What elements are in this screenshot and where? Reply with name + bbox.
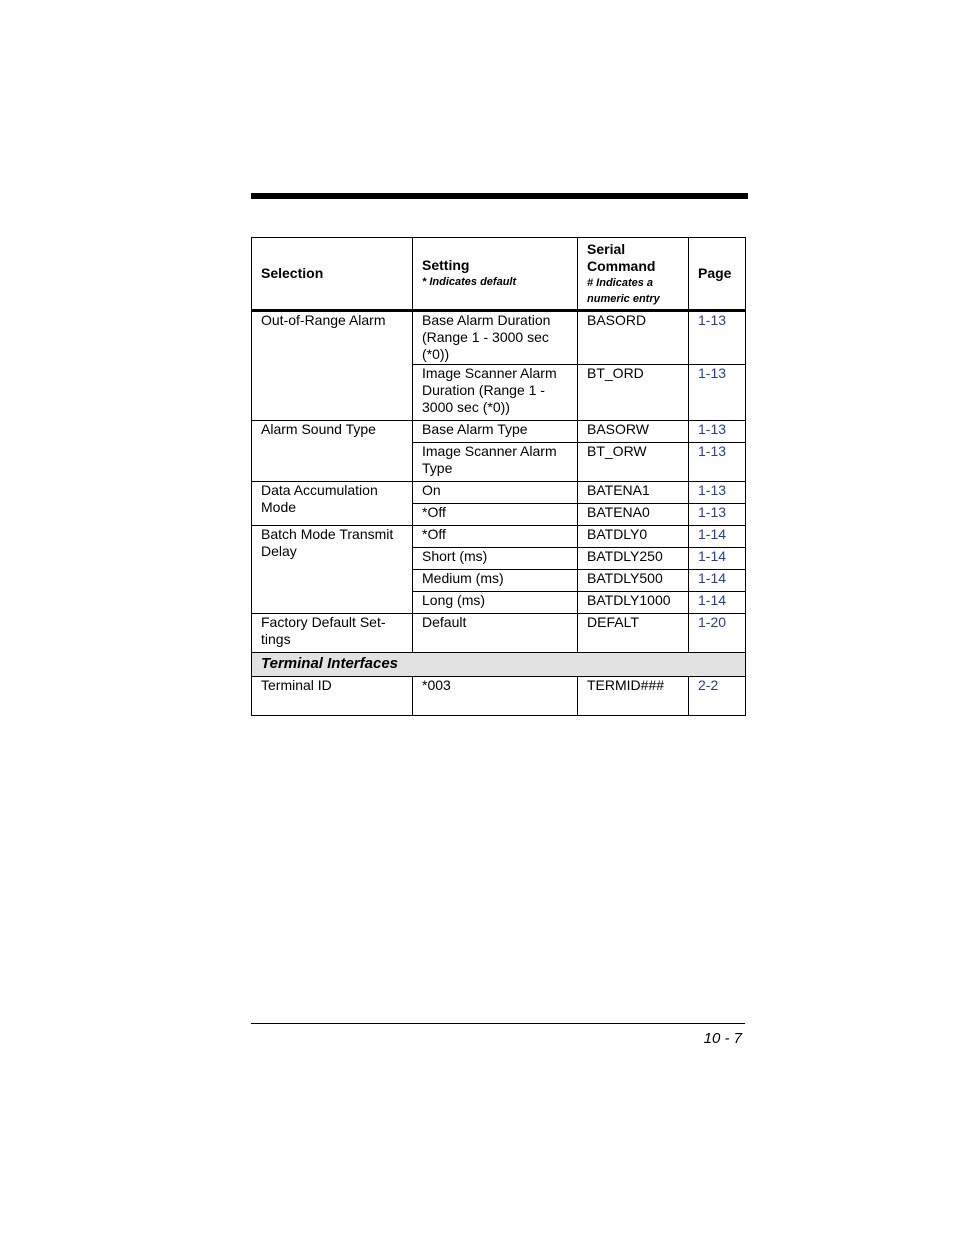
page-link[interactable]: 1-14 xyxy=(689,570,746,592)
table-row xyxy=(252,677,746,716)
setting-cell: *003 xyxy=(413,677,578,716)
setting-cell: Base Alarm Duration (Range 1 - 3000 sec (*0)) xyxy=(413,311,578,365)
page-link[interactable]: 1-13 xyxy=(689,365,746,421)
command-cell: BATDLY500 xyxy=(578,570,689,592)
command-cell: BASORW xyxy=(578,421,689,443)
page-link[interactable]: 1-14 xyxy=(689,592,746,614)
header-page: Page xyxy=(689,238,746,311)
setting-cell: Base Alarm Type xyxy=(413,421,578,443)
table-row xyxy=(252,311,746,365)
header-setting xyxy=(413,238,578,311)
table-row xyxy=(252,526,746,548)
top-rule xyxy=(251,193,748,199)
command-cell: BASORD xyxy=(578,311,689,365)
section-row xyxy=(252,653,746,677)
selection-cell: Alarm Sound Type xyxy=(252,421,413,482)
command-cell: BT_ORW xyxy=(578,443,689,482)
page-link[interactable]: 1-20 xyxy=(689,614,746,653)
page-link[interactable]: 1-14 xyxy=(689,526,746,548)
setting-cell: Image Scanner Alarm Type xyxy=(413,443,578,482)
setting-cell: Long (ms) xyxy=(413,592,578,614)
setting-cell: On xyxy=(413,482,578,504)
header-setting-label: Setting xyxy=(422,257,470,273)
header-serial-command xyxy=(578,238,689,311)
page-link[interactable]: 1-14 xyxy=(689,548,746,570)
header-serial-note: # Indicates a numeric entry xyxy=(587,276,660,305)
command-cell: DEFALT xyxy=(578,614,689,653)
command-cell: BATDLY250 xyxy=(578,548,689,570)
command-cell: BT_ORD xyxy=(578,365,689,421)
command-cell: BATDLY0 xyxy=(578,526,689,548)
command-cell: BATDLY1000 xyxy=(578,592,689,614)
setting-cell: *Off xyxy=(413,526,578,548)
setting-cell: Short (ms) xyxy=(413,548,578,570)
selection-cell: Data Accumulation Mode xyxy=(252,482,413,526)
section-title: Terminal Interfaces xyxy=(252,653,746,677)
setting-cell: Default xyxy=(413,614,578,653)
page-link[interactable]: 1-13 xyxy=(689,482,746,504)
setting-cell: *Off xyxy=(413,504,578,526)
header-setting-note: * Indicates default xyxy=(422,276,517,288)
page-link[interactable]: 1-13 xyxy=(689,504,746,526)
setting-cell: Image Scanner Alarm Duration (Range 1 - 3000 sec (*0)) xyxy=(413,365,578,421)
selection-cell: Batch Mode Transmit Delay xyxy=(252,526,413,614)
selection-cell: Factory Default Set-tings xyxy=(252,614,413,653)
page-link[interactable]: 1-13 xyxy=(689,311,746,365)
setting-cell: Medium (ms) xyxy=(413,570,578,592)
page-link[interactable]: 1-13 xyxy=(689,421,746,443)
table-row xyxy=(252,614,746,653)
command-cell: BATENA1 xyxy=(578,482,689,504)
selection-cell: Out-of-Range Alarm xyxy=(252,311,413,421)
table-row xyxy=(252,421,746,443)
header-serial-label: Serial Command xyxy=(587,240,656,274)
command-cell: TERMID### xyxy=(578,677,689,716)
page-link[interactable]: 2-2 xyxy=(689,677,746,716)
table-header-row xyxy=(252,238,746,311)
page-link[interactable]: 1-13 xyxy=(689,443,746,482)
header-selection: Selection xyxy=(252,238,413,311)
settings-table xyxy=(251,237,746,716)
bottom-rule xyxy=(251,1023,745,1024)
page-number: 10 - 7 xyxy=(703,1030,742,1047)
table-row xyxy=(252,482,746,504)
command-cell: BATENA0 xyxy=(578,504,689,526)
selection-cell: Terminal ID xyxy=(252,677,413,716)
